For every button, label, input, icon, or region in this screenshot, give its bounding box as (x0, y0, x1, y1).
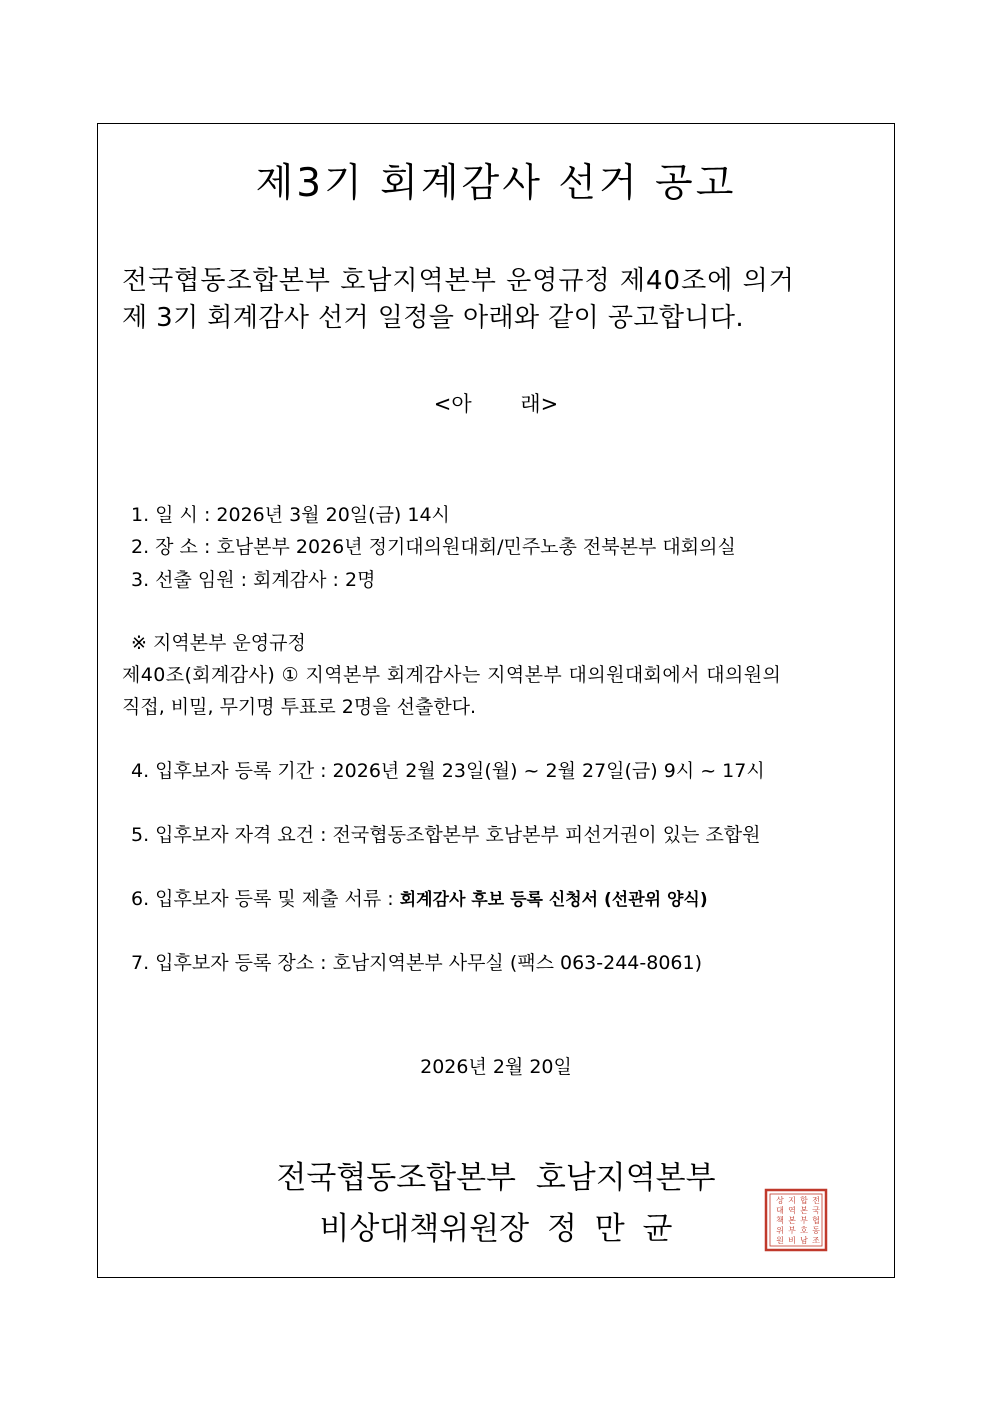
announcement-date: 2026년 2월 20일 (420, 1056, 572, 1078)
item-5: 5. 입후보자 자격 요건 : 전국협동조합본부 호남본부 피선거권이 있는 조합원 (131, 824, 761, 846)
seal-glyph: 역 (788, 1206, 796, 1215)
item-7: 7. 입후보자 등록 장소 : 호남지역본부 사무실 (팩스 063-244-8061) (131, 952, 702, 974)
seal-glyph: 원 (776, 1236, 784, 1245)
item-6 (131, 884, 708, 911)
seal-glyph: 남 (800, 1236, 808, 1245)
seal-glyph: 대 (776, 1206, 784, 1215)
item-6-label: 6. 입후보자 등록 및 제출 서류 : (131, 888, 400, 910)
seal-glyph: 조 (812, 1236, 820, 1245)
seal-glyph: 비 (788, 1236, 796, 1245)
rule-line-1: 제40조(회계감사) ① 지역본부 회계감사는 지역본부 대의원대회에서 대의원의 (122, 664, 782, 686)
seal-glyph: 상 (776, 1196, 784, 1205)
intro-line-1: 전국협동조합본부 호남지역본부 운영규정 제40조에 의거 (122, 266, 795, 296)
item-4: 4. 입후보자 등록 기간 : 2026년 2월 23일(월) ~ 2월 27일(금) 9시 ~ 17시 (131, 760, 765, 782)
seal-glyph: 전 (812, 1196, 820, 1205)
item-3: 3. 선출 임원 : 회계감사 : 2명 (131, 569, 376, 591)
official-seal-stamp (764, 1188, 828, 1252)
seal-glyph: 협 (812, 1216, 820, 1225)
chairperson-name: 비상대책위원장 정 만 균 (319, 1211, 673, 1247)
seal-glyph: 국 (812, 1206, 820, 1215)
item-6-documents: 회계감사 후보 등록 신청서 (선관위 양식) (399, 890, 708, 910)
seal-glyph: 위 (776, 1226, 784, 1235)
seal-glyph: 부 (800, 1216, 808, 1225)
seal-glyph: 본 (800, 1206, 808, 1215)
seal-glyph: 합 (800, 1196, 808, 1205)
page-title: 제3기 회계감사 선거 공고 (255, 161, 737, 206)
item-1: 1. 일 시 : 2026년 3월 20일(금) 14시 (131, 504, 450, 526)
intro-line-2: 제 3기 회계감사 선거 일정을 아래와 같이 공고합니다. (122, 303, 745, 333)
organization-name: 전국협동조합본부 호남지역본부 (276, 1160, 716, 1196)
item-2: 2. 장 소 : 호남본부 2026년 정기대의원대회/민주노총 전북본부 대회의실 (131, 536, 736, 558)
seal-glyph: 지 (788, 1196, 796, 1205)
seal-glyph: 책 (776, 1216, 784, 1225)
seal-glyph: 부 (788, 1226, 796, 1235)
seal-glyph: 동 (812, 1226, 820, 1235)
subtitle: <아 래> (433, 392, 559, 416)
seal-glyph: 호 (800, 1226, 808, 1235)
rule-line-2: 직접, 비밀, 무기명 투표로 2명을 선출한다. (122, 696, 477, 718)
rule-heading: ※ 지역본부 운영규정 (131, 632, 306, 654)
seal-glyph: 본 (788, 1216, 796, 1225)
